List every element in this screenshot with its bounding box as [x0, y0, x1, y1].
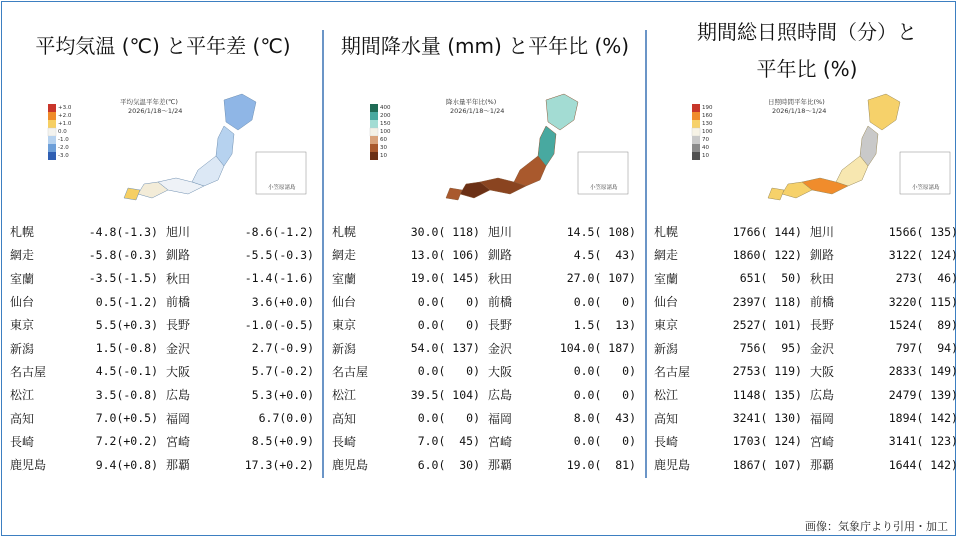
- legend-label: +3.0: [58, 105, 72, 111]
- city-name: 秋田: [810, 271, 835, 286]
- city-value: 0.0( 0): [417, 294, 480, 309]
- city-value: 0.0( 0): [417, 364, 480, 379]
- city-value: -1.4(-1.6): [244, 271, 314, 286]
- city-value: 651( 50): [739, 271, 802, 286]
- table-row: [654, 336, 960, 359]
- city-name: 高知: [332, 411, 357, 426]
- table-row: [10, 430, 326, 453]
- legend-swatch: [48, 128, 56, 136]
- city-value: 1.5( 13): [573, 317, 636, 332]
- city-name: 福岡: [810, 411, 835, 426]
- city-name: 福岡: [488, 411, 513, 426]
- city-value: 2397( 118): [732, 294, 802, 309]
- city-value: 1644( 142): [888, 457, 958, 472]
- table-row: [654, 243, 960, 266]
- city-name: 金沢: [810, 341, 835, 356]
- city-value: 0.0( 0): [573, 294, 636, 309]
- legend-swatch: [370, 152, 378, 160]
- table-row: [332, 290, 648, 313]
- city-value: -5.8(-0.3): [88, 247, 158, 262]
- legend-label: 30: [380, 145, 387, 151]
- city-value: 7.0( 45): [417, 434, 480, 449]
- city-value: 273( 46): [895, 271, 958, 286]
- map-temperature: [28, 90, 314, 202]
- panel-title-line2: 平年比 (%): [756, 57, 858, 81]
- table-row: [332, 430, 648, 453]
- map-precipitation: [350, 90, 636, 202]
- city-name: 広島: [810, 388, 835, 403]
- data-table: [332, 220, 648, 476]
- city-value: 2833( 149): [888, 364, 958, 379]
- map-period: 2026/1/18～1/24: [772, 107, 827, 115]
- city-name: 長崎: [654, 434, 679, 449]
- city-value: 7.0(+0.5): [95, 411, 158, 426]
- panel-title: 平均気温 (℃) と平年差 (℃): [35, 34, 291, 58]
- city-name: 新潟: [10, 341, 35, 356]
- table-row: [10, 313, 326, 336]
- panel-temperature: [4, 0, 322, 500]
- legend-label: 10: [702, 153, 709, 159]
- legend-label: -3.0: [58, 153, 69, 159]
- city-value: 27.0( 107): [566, 271, 636, 286]
- city-value: -4.8(-1.3): [88, 224, 158, 239]
- city-name: 松江: [332, 388, 357, 403]
- legend-swatch: [48, 112, 56, 120]
- city-value: 8.0( 43): [573, 411, 636, 426]
- city-value: 1524( 89): [888, 317, 958, 332]
- city-name: 大阪: [488, 364, 513, 379]
- city-name: 仙台: [10, 295, 35, 310]
- legend-label: -1.0: [58, 137, 69, 143]
- city-value: 5.5(+0.3): [95, 317, 158, 332]
- panel-title-line1: 期間総日照時間（分）と: [697, 20, 917, 44]
- city-value: 0.0( 0): [573, 364, 636, 379]
- map-sunshine: [672, 90, 958, 202]
- city-name: 名古屋: [654, 364, 691, 379]
- city-name: 鹿児島: [332, 458, 369, 473]
- city-name: 長野: [488, 318, 513, 333]
- city-value: 8.5(+0.9): [251, 434, 314, 449]
- city-name: 網走: [10, 248, 35, 263]
- city-value: 756( 95): [739, 341, 802, 356]
- legend-swatch: [370, 144, 378, 152]
- city-value: 3141( 123): [888, 434, 958, 449]
- legend-swatch: [370, 112, 378, 120]
- city-value: 30.0( 118): [410, 224, 480, 239]
- city-value: 1894( 142): [888, 411, 958, 426]
- city-value: -1.0(-0.5): [244, 317, 314, 332]
- city-name: 釧路: [166, 248, 191, 263]
- city-value: -5.5(-0.3): [244, 247, 314, 262]
- city-name: 網走: [332, 248, 357, 263]
- city-name: 札幌: [654, 225, 679, 240]
- city-value: 39.5( 104): [410, 387, 480, 402]
- city-name: 那覇: [166, 458, 191, 473]
- city-name: 旭川: [488, 225, 513, 240]
- city-name: 鹿児島: [10, 458, 47, 473]
- city-value: 13.0( 106): [410, 247, 480, 262]
- legend-label: 200: [380, 113, 391, 119]
- city-value: 1766( 144): [732, 224, 802, 239]
- table-row: [10, 336, 326, 359]
- data-table: [10, 220, 326, 476]
- data-table: [654, 220, 960, 476]
- city-value: 2.7(-0.9): [251, 341, 314, 356]
- legend-label: 160: [702, 113, 713, 119]
- map-title: 日照時間平年比(%): [768, 98, 825, 106]
- city-name: 広島: [166, 388, 191, 403]
- city-value: 54.0( 137): [410, 341, 480, 356]
- table-row: [654, 453, 960, 476]
- city-name: 大阪: [810, 364, 835, 379]
- table-row: [654, 430, 960, 453]
- table-row: [10, 290, 326, 313]
- city-value: 2753( 119): [732, 364, 802, 379]
- legend: [692, 104, 713, 160]
- panel-sunshine: [648, 0, 960, 500]
- city-name: 新潟: [654, 341, 679, 356]
- inset-label: 小笠原諸島: [590, 185, 618, 191]
- city-name: 札幌: [10, 225, 35, 240]
- map-title: 降水量平年比(%): [446, 98, 497, 106]
- city-value: 4.5(-0.1): [95, 364, 158, 379]
- table-row: [332, 243, 648, 266]
- table-row: [332, 453, 648, 476]
- city-name: 金沢: [166, 341, 191, 356]
- city-name: 旭川: [810, 225, 835, 240]
- city-name: 宮崎: [810, 434, 835, 449]
- legend-swatch: [370, 128, 378, 136]
- city-value: 1703( 124): [732, 434, 802, 449]
- japan-map-graphic: [350, 90, 636, 202]
- legend-label: 0.0: [58, 129, 67, 135]
- city-name: 大阪: [166, 364, 191, 379]
- city-name: 鹿児島: [654, 458, 691, 473]
- city-value: 3122( 124): [888, 247, 958, 262]
- table-row: [10, 220, 326, 243]
- legend-swatch: [692, 128, 700, 136]
- city-value: 19.0( 81): [566, 457, 636, 472]
- city-value: -8.6(-1.2): [244, 224, 314, 239]
- panel-precipitation: [326, 0, 644, 500]
- city-name: 札幌: [332, 225, 357, 240]
- legend-label: 10: [380, 153, 387, 159]
- city-value: 797( 94): [895, 341, 958, 356]
- city-name: 東京: [654, 318, 679, 333]
- city-name: 前橋: [488, 295, 513, 310]
- city-name: 宮崎: [488, 434, 513, 449]
- city-value: 5.7(-0.2): [251, 364, 314, 379]
- city-value: 19.0( 145): [410, 271, 480, 286]
- city-name: 名古屋: [332, 364, 369, 379]
- map-period: 2026/1/18～1/24: [128, 107, 183, 115]
- city-name: 金沢: [488, 341, 513, 356]
- table-row: [10, 383, 326, 406]
- table-row: [332, 267, 648, 290]
- table-row: [332, 383, 648, 406]
- city-name: 松江: [10, 388, 35, 403]
- city-value: 0.5(-1.2): [95, 294, 158, 309]
- legend-swatch: [48, 136, 56, 144]
- city-value: 7.2(+0.2): [95, 434, 158, 449]
- legend-label: 40: [702, 145, 709, 151]
- legend: [48, 104, 72, 160]
- city-value: 9.4(+0.8): [95, 457, 158, 472]
- legend-swatch: [370, 136, 378, 144]
- city-value: 1867( 107): [732, 457, 802, 472]
- city-name: 室蘭: [10, 271, 35, 286]
- city-name: 釧路: [810, 248, 835, 263]
- city-value: 2527( 101): [732, 317, 802, 332]
- city-name: 松江: [654, 388, 679, 403]
- city-value: 1566( 135): [888, 224, 958, 239]
- city-value: 3.5(-0.8): [95, 387, 158, 402]
- city-name: 仙台: [654, 295, 679, 310]
- city-value: 3.6(+0.0): [251, 294, 314, 309]
- city-value: 17.3(+0.2): [244, 457, 314, 472]
- city-value: 4.5( 43): [573, 247, 636, 262]
- legend-label: 150: [380, 121, 391, 127]
- city-value: 3220( 115): [888, 294, 958, 309]
- city-value: 0.0( 0): [417, 317, 480, 332]
- legend-swatch: [48, 120, 56, 128]
- city-value: 0.0( 0): [573, 387, 636, 402]
- table-row: [332, 360, 648, 383]
- table-row: [10, 360, 326, 383]
- city-name: 前橋: [166, 295, 191, 310]
- city-value: 1860( 122): [732, 247, 802, 262]
- legend-label: 130: [702, 121, 713, 127]
- city-value: 5.3(+0.0): [251, 387, 314, 402]
- city-value: 0.0( 0): [417, 411, 480, 426]
- city-value: 14.5( 108): [566, 224, 636, 239]
- table-row: [10, 243, 326, 266]
- legend-swatch: [692, 112, 700, 120]
- city-name: 高知: [10, 411, 35, 426]
- city-name: 東京: [10, 318, 35, 333]
- table-row: [10, 453, 326, 476]
- legend-label: 100: [702, 129, 713, 135]
- city-name: 東京: [332, 318, 357, 333]
- legend-swatch: [48, 104, 56, 112]
- city-name: 室蘭: [654, 271, 679, 286]
- city-name: 那覇: [488, 458, 513, 473]
- table-row: [332, 313, 648, 336]
- legend-label: 190: [702, 105, 713, 111]
- city-name: 前橋: [810, 295, 835, 310]
- legend: [370, 104, 391, 160]
- legend-label: 100: [380, 129, 391, 135]
- city-name: 那覇: [810, 458, 835, 473]
- panel-title: 期間降水量 (mm) と平年比 (%): [340, 34, 630, 58]
- city-value: 6.0( 30): [417, 457, 480, 472]
- legend-swatch: [692, 120, 700, 128]
- city-value: 6.7(0.0): [258, 411, 314, 426]
- table-row: [332, 406, 648, 429]
- city-value: -3.5(-1.5): [88, 271, 158, 286]
- legend-swatch: [692, 104, 700, 112]
- city-name: 秋田: [166, 271, 191, 286]
- city-name: 長野: [810, 318, 835, 333]
- city-name: 室蘭: [332, 271, 357, 286]
- legend-swatch: [48, 144, 56, 152]
- legend-label: +2.0: [58, 113, 72, 119]
- city-name: 長崎: [332, 434, 357, 449]
- table-row: [654, 383, 960, 406]
- table-row: [332, 220, 648, 243]
- city-value: 2479( 139): [888, 387, 958, 402]
- inset-label: 小笠原諸島: [912, 185, 940, 191]
- table-row: [10, 406, 326, 429]
- city-name: 長崎: [10, 434, 35, 449]
- city-name: 広島: [488, 388, 513, 403]
- city-value: 3241( 130): [732, 411, 802, 426]
- image-credit: 画像：気象庁より引用・加工: [805, 521, 948, 533]
- legend-swatch: [692, 152, 700, 160]
- city-value: 1148( 135): [732, 387, 802, 402]
- city-value: 1.5(-0.8): [95, 341, 158, 356]
- legend-swatch: [692, 136, 700, 144]
- japan-map-graphic: [28, 90, 314, 202]
- legend-label: 60: [380, 137, 387, 143]
- city-name: 釧路: [488, 248, 513, 263]
- city-name: 秋田: [488, 271, 513, 286]
- legend-swatch: [370, 120, 378, 128]
- city-name: 高知: [654, 411, 679, 426]
- japan-map-graphic: [672, 90, 958, 202]
- legend-label: +1.0: [58, 121, 72, 127]
- legend-label: 70: [702, 137, 709, 143]
- table-row: [654, 360, 960, 383]
- city-name: 仙台: [332, 295, 357, 310]
- city-name: 福岡: [166, 411, 191, 426]
- legend-swatch: [48, 152, 56, 160]
- map-title: 平均気温平年差(℃): [120, 98, 178, 106]
- table-row: [654, 313, 960, 336]
- city-value: 0.0( 0): [573, 434, 636, 449]
- city-name: 新潟: [332, 341, 357, 356]
- table-row: [654, 267, 960, 290]
- city-value: 104.0( 187): [559, 341, 636, 356]
- city-name: 旭川: [166, 225, 191, 240]
- map-period: 2026/1/18～1/24: [450, 107, 505, 115]
- city-name: 網走: [654, 248, 679, 263]
- table-row: [654, 290, 960, 313]
- table-row: [332, 336, 648, 359]
- legend-label: -2.0: [58, 145, 69, 151]
- legend-swatch: [370, 104, 378, 112]
- city-name: 長野: [166, 318, 191, 333]
- legend-swatch: [692, 144, 700, 152]
- table-row: [654, 220, 960, 243]
- legend-label: 400: [380, 105, 391, 111]
- table-row: [10, 267, 326, 290]
- table-row: [654, 406, 960, 429]
- inset-label: 小笠原諸島: [268, 185, 296, 191]
- city-name: 宮崎: [166, 434, 191, 449]
- city-name: 名古屋: [10, 364, 47, 379]
